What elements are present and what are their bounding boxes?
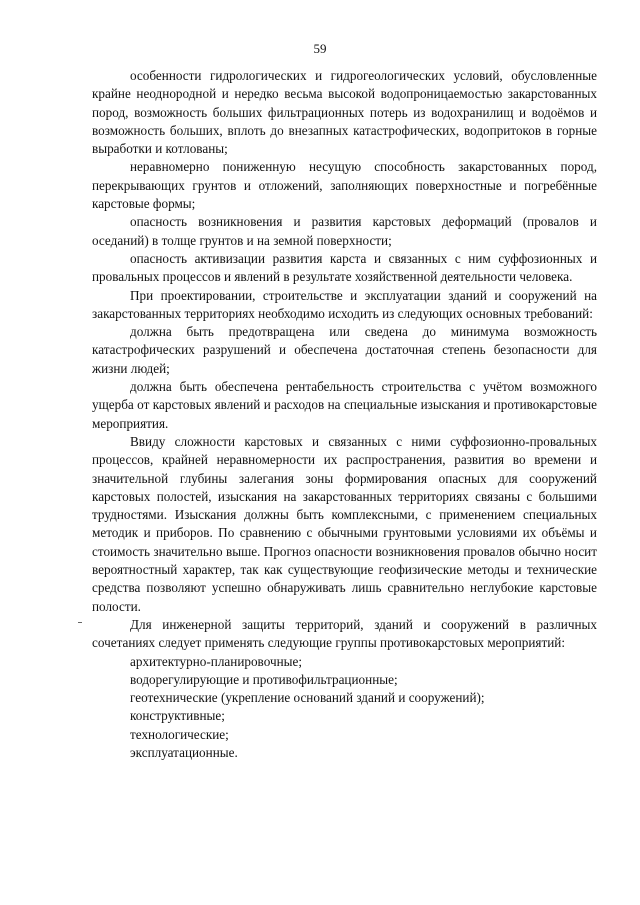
paragraph-hydro-conditions: особенности гидрологических и гидрогеологических условий, обусловленные крайне неоднородной и нередко весьма высокой водопроницаемостью закарстованных пород, возможность больших фильтрационных потерь из водохранилищ и водоёмов и возможность больших, вплоть до внезапных катастрофических, водопритоков в горные выработки и котлованы; xyxy=(92,68,597,157)
paragraph-deformation-risk: опасность возникновения и развития карстовых деформаций (провалов и оседаний) в толще грунтов и на земной поверхности; xyxy=(92,214,597,248)
list-item: архитектурно-планировочные; xyxy=(130,653,303,669)
list-item: геотехнические (укрепление оснований зданий и сооружений); xyxy=(130,690,485,706)
measures-list xyxy=(92,653,597,763)
paragraph-measures-intro: Для инженерной защиты территорий, зданий и сооружений в различных сочетаниях следует применять следующие группы противокарстовых мероприятий: xyxy=(92,616,597,651)
paragraph-survey-complexity: Ввиду сложности карстовых и связанных с ними суффозионно-провальных процессов, крайней неравномерности их распространения, развития во времени и значительной глубины залегания зоны формирования опасных для сооружений карстовых полостей, изыскания на закарстованных территориях связаны с большими трудностями. Изыскания должны быть комплексными, с применением специальных методик и приборов. По сравнению с обычными грунтовыми условиями их объёмы и стоимость значительно выше. Прогноз опасности возникновения провалов обычно носит вероятностный характер, так как существующие геофизические методы и технические средства позволяют успешно обнаруживать лишь сравнительно неглубокие карстовые полости. xyxy=(92,433,597,614)
list-item: конструктивные; xyxy=(130,708,225,724)
document-body xyxy=(92,67,597,762)
scan-mark xyxy=(78,622,82,623)
paragraph-requirement-safety: должна быть предотвращена или сведена до минимума возможность катастрофических разрушений и обеспечена достаточная степень безопасности для жизни людей; xyxy=(92,324,597,376)
page-number: 59 xyxy=(313,41,327,56)
paragraph-requirement-profitability: должна быть обеспечена рентабельность строительства с учётом возможного ущерба от карстовых явлений и расходов на специальные изыскания и противокарстовые мероприятия. xyxy=(92,379,597,431)
list-item: водорегулирующие и противофильтрационные; xyxy=(130,671,398,687)
paragraph-requirements-intro: При проектировании, строительстве и эксплуатации зданий и сооружений на закарстованных территориях необходимо исходить из следующих основных требований: xyxy=(92,287,597,321)
paragraph-activation-risk: опасность активизации развития карста и связанных с ним суффозионных и провальных процессов и явлений в результате хозяйственной деятельности человека. xyxy=(92,250,597,285)
list-item: эксплуатационные. xyxy=(130,744,238,760)
list-item: технологические; xyxy=(130,726,229,742)
paragraph-bearing-capacity: неравномерно пониженную несущую способность закарстованных пород, перекрывающих грунтов и отложений, заполняющих поверхностные и погребённые карстовые формы; xyxy=(92,159,597,212)
